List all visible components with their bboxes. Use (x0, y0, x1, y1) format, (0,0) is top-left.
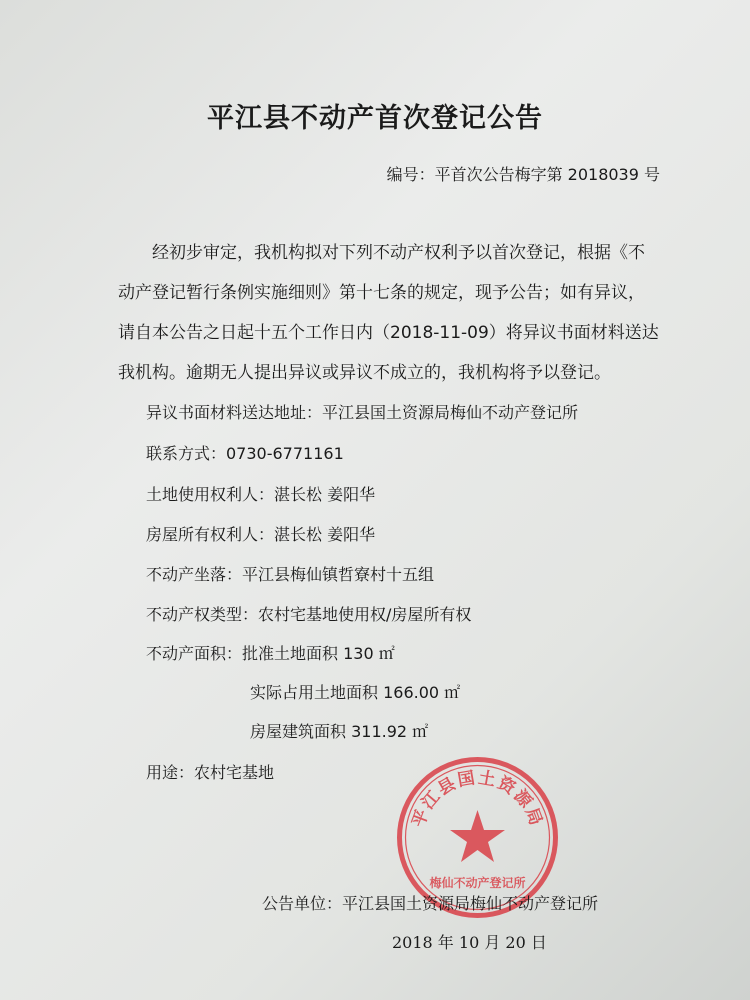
area-actual: 实际占用土地面积 166.00 ㎡ (250, 683, 461, 702)
right-type: 不动产权类型：农村宅基地使用权/房屋所有权 (146, 605, 472, 624)
svg-text:梅仙不动产登记所: 梅仙不动产登记所 (429, 876, 526, 890)
svg-text:平江县国土资源局: 平江县国土资源局 (408, 768, 547, 830)
publisher: 公告单位：平江县国土资源局梅仙不动产登记所 (262, 894, 599, 913)
body-line: 我机构。逾期无人提出异议或异议不成立的，我机构将予以登记。 (118, 363, 611, 383)
notice-number: 编号：平首次公告梅字第 2018039 号 (386, 165, 660, 184)
contact-info: 联系方式：0730-6771161 (146, 444, 344, 463)
land-owner: 土地使用权利人：湛长松 姜阳华 (146, 485, 376, 504)
house-owner: 房屋所有权利人：湛长松 姜阳华 (146, 525, 376, 544)
body-line: 请自本公告之日起十五个工作日内（2018-11-09）将异议书面材料送达 (118, 323, 659, 343)
objection-address: 异议书面材料送达地址：平江县国土资源局梅仙不动产登记所 (146, 403, 579, 422)
body-line: 动产登记暂行条例实施细则》第十七条的规定，现予公告；如有异议， (118, 283, 645, 303)
area-building: 房屋建筑面积 311.92 ㎡ (250, 722, 429, 741)
usage: 用途：农村宅基地 (146, 763, 275, 782)
body-line: 经初步审定，我机构拟对下列不动产权利予以首次登记，根据《不 (152, 243, 645, 263)
area-approved: 不动产面积：批准土地面积 130 ㎡ (146, 644, 395, 663)
notice-date: 2018 年 10 月 20 日 (392, 933, 547, 952)
property-location: 不动产坐落：平江县梅仙镇哲寮村十五组 (146, 565, 435, 584)
notice-title: 平江县不动产首次登记公告 (207, 103, 543, 134)
notice-body (118, 233, 678, 393)
